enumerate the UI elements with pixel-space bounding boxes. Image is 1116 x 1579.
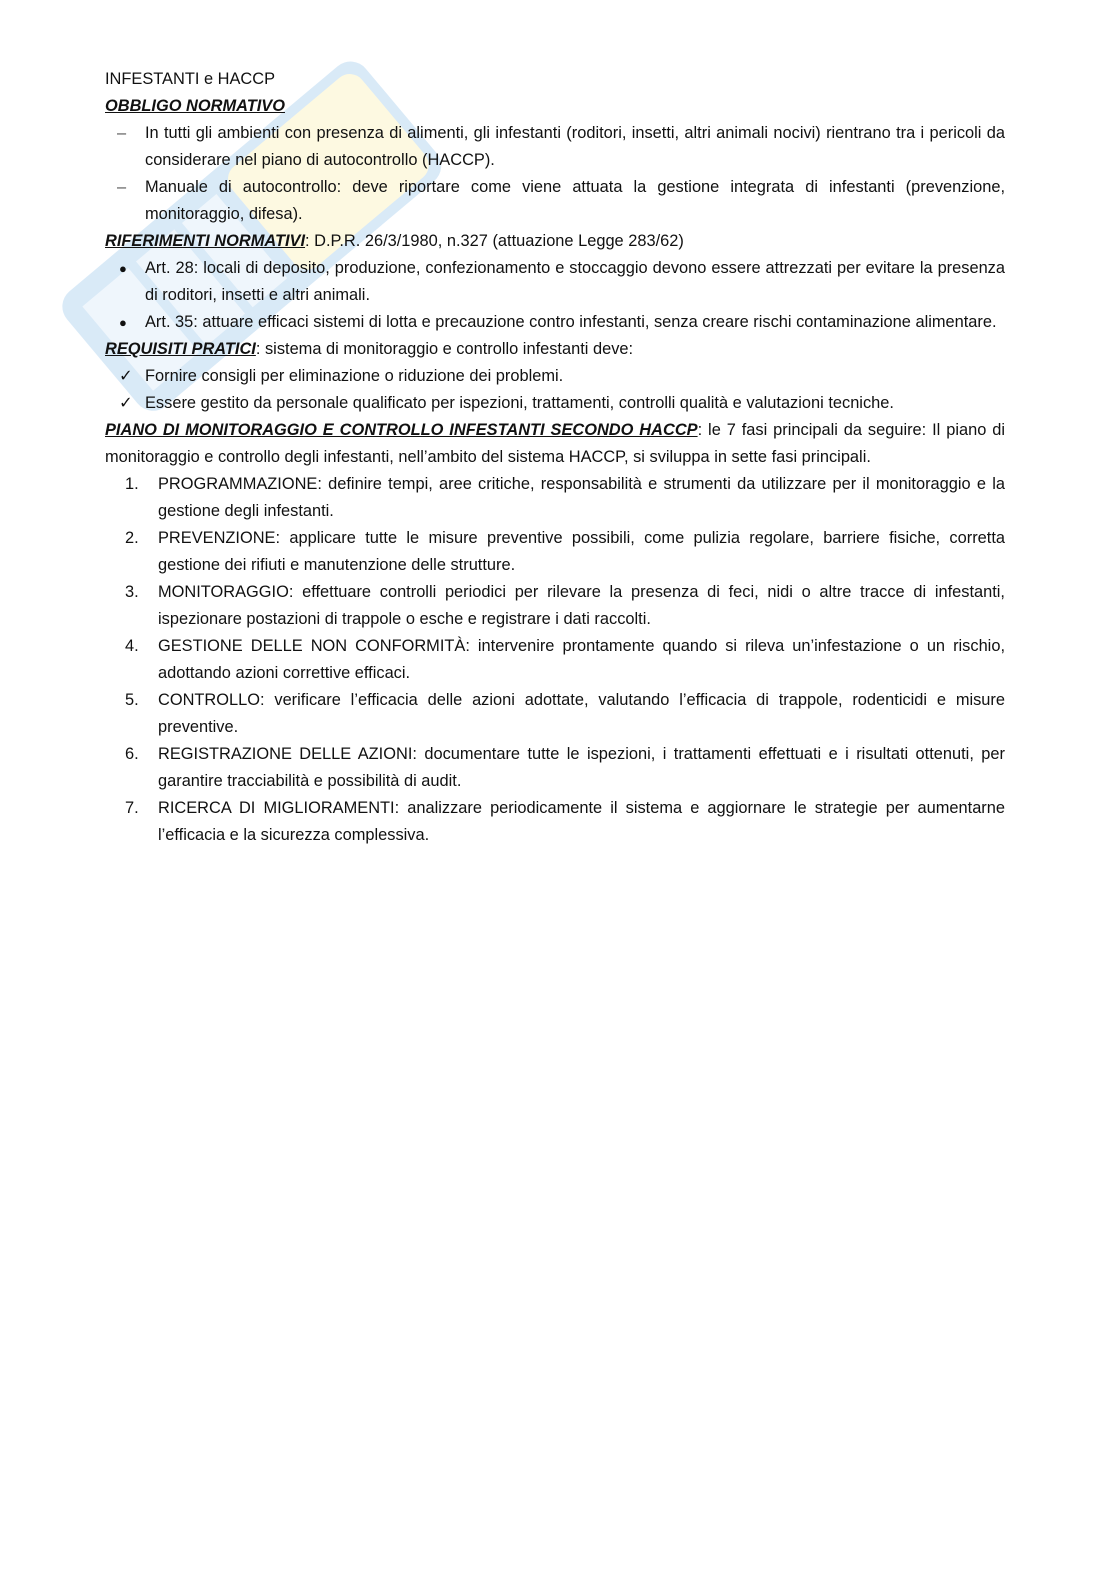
list-item: – Manuale di autocontrollo: deve riportare come viene attuata la gestione integrata di infestanti (prevenzione, monitoraggio, difesa). (105, 174, 1005, 228)
bullet-marker: ● (119, 261, 127, 276)
list-item: ● Art. 28: locali di deposito, produzione, confezionamento e stoccaggio devono essere attrezzati per evitare la presenza di roditori, insetti e altri animali. (105, 255, 1005, 309)
list-item: 5. CONTROLLO: verificare l’efficacia delle azioni adottate, valutando l’efficacia di trappole, rodenticidi e misure preventive. (105, 687, 1005, 741)
dash-marker: – (117, 124, 127, 142)
document-title: INFESTANTI e HACCP (105, 70, 275, 88)
list-item: 7. RICERCA DI MIGLIORAMENTI: analizzare periodicamente il sistema e aggiornare le strategie per aumentarne l’efficacia e la sicurezza complessiva. (105, 795, 1005, 849)
piano-heading: PIANO DI MONITORAGGIO E CONTROLLO INFESTANTI SECONDO HACCP (105, 421, 698, 439)
requisiti-paragraph: REQUISITI PRATICI: sistema di monitoraggio e controllo infestanti deve: (105, 340, 634, 358)
list-item: 1. PROGRAMMAZIONE: definire tempi, aree critiche, responsabilità e strumenti da utilizzare per il monitoraggio e la gestione degli infestanti. (105, 471, 1005, 525)
number-marker: 7. (125, 799, 139, 817)
check-icon: ✓ (119, 394, 133, 412)
number-marker: 6. (125, 745, 139, 763)
riferimenti-heading: RIFERIMENTI NORMATIVI (105, 232, 306, 250)
piano-list (105, 471, 1005, 849)
list-item: 2. PREVENZIONE: applicare tutte le misure preventive possibili, come pulizia regolare, barriere fisiche, corretta gestione dei rifiuti e manutenzione delle strutture. (105, 525, 1005, 579)
list-item: ✓ Fornire consigli per eliminazione o riduzione dei problemi. (105, 363, 1005, 390)
list-item: 4. GESTIONE DELLE NON CONFORMITÀ: intervenire prontamente quando si rileva un’infestazione o un rischio, adottando azioni correttive efficaci. (105, 633, 1005, 687)
requisiti-heading: REQUISITI PRATICI (105, 340, 256, 358)
list-item: 6. REGISTRAZIONE DELLE AZIONI: documentare tutte le ispezioni, i trattamenti effettuati e i risultati ottenuti, per garantire tracciabilità e possibilità di audit. (105, 741, 1005, 795)
number-marker: 4. (125, 637, 139, 655)
bullet-marker: ● (119, 315, 127, 330)
check-icon: ✓ (119, 367, 133, 385)
requisiti-list (105, 363, 1005, 417)
riferimenti-list (105, 255, 1005, 336)
number-marker: 1. (125, 475, 139, 493)
list-item: 3. MONITORAGGIO: effettuare controlli periodici per rilevare la presenza di feci, nidi o altre tracce di infestanti, ispezionare postazioni di trappole o esche e registrare i dati raccolti. (105, 579, 1005, 633)
obbligo-heading: OBBLIGO NORMATIVO (105, 97, 285, 115)
dash-marker: – (117, 178, 127, 196)
document-page (105, 66, 1005, 849)
list-item: ✓ Essere gestito da personale qualificato per ispezioni, trattamenti, controlli qualità e valutazioni tecniche. (105, 390, 1005, 417)
list-item: – In tutti gli ambienti con presenza di alimenti, gli infestanti (roditori, insetti, altri animali nocivi) rientrano tra i pericoli da considerare nel piano di autocontrollo (HACCP). (105, 120, 1005, 174)
piano-paragraph: PIANO DI MONITORAGGIO E CONTROLLO INFESTANTI SECONDO HACCP: le 7 fasi principali da seguire: Il piano di monitoraggio e controllo degli infestanti, nell’ambito del sistema HACCP, si sviluppa in sette fasi principali. (105, 421, 1006, 466)
number-marker: 3. (125, 583, 139, 601)
list-item: ● Art. 35: attuare efficaci sistemi di lotta e precauzione contro infestanti, senza creare rischi contaminazione alimentare. (105, 309, 1005, 336)
number-marker: 5. (125, 691, 139, 709)
number-marker: 2. (125, 529, 139, 547)
riferimenti-paragraph: RIFERIMENTI NORMATIVI: D.P.R. 26/3/1980, n.327 (attuazione Legge 283/62) (105, 232, 684, 250)
obbligo-list (105, 120, 1005, 228)
